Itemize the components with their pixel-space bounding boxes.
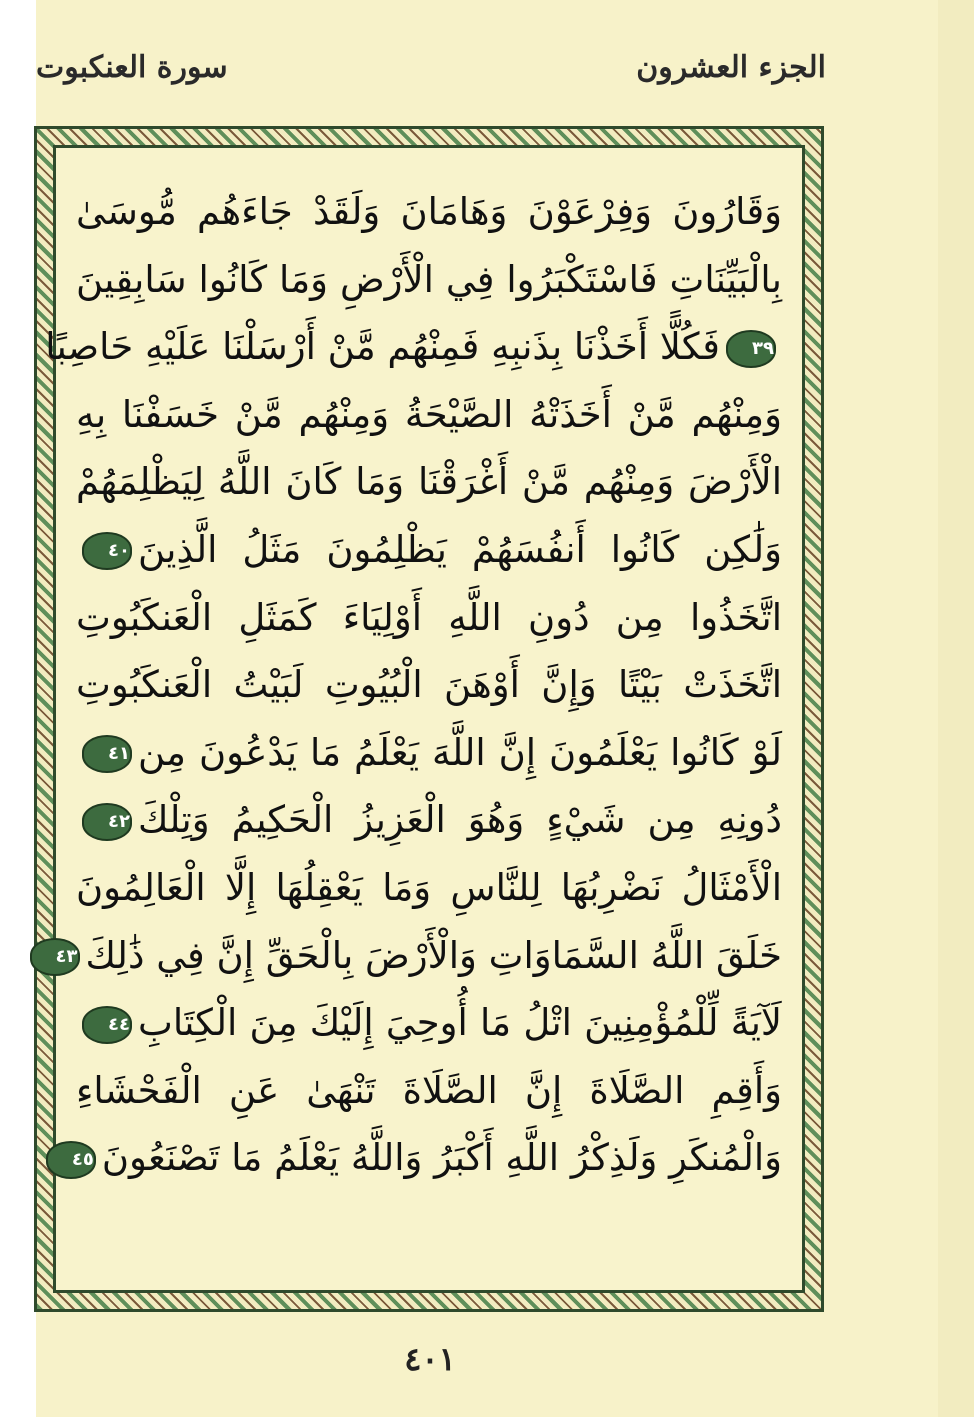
page-header: [36, 50, 826, 110]
line-text: اتَّخَذُوا مِن دُونِ اللَّهِ أَوْلِيَاءَ كَمَثَلِ الْعَنكَبُوتِ: [76, 595, 782, 639]
text-line: [76, 651, 782, 719]
ayah-marker-45: ٤٥: [46, 1141, 96, 1179]
text-line: [76, 516, 782, 584]
page-edge: [938, 0, 974, 1417]
line-text: الْأَمْثَالُ نَضْرِبُهَا لِلنَّاسِ وَمَا يَعْقِلُهَا إِلَّا الْعَالِمُونَ: [76, 865, 782, 909]
ayah-marker-44: ٤٤: [82, 1006, 132, 1044]
line-text: دُونِهِ مِن شَيْءٍ وَهُوَ الْعَزِيزُ الْحَكِيمُ وَتِلْكَ: [138, 798, 782, 842]
line-text: اتَّخَذَتْ بَيْتًا وَإِنَّ أَوْهَنَ الْبُيُوتِ لَبَيْتُ الْعَنكَبُوتِ: [76, 663, 782, 707]
line-text: وَقَارُونَ وَفِرْعَوْنَ وَهَامَانَ وَلَقَدْ جَاءَهُم مُّوسَىٰ: [76, 190, 782, 233]
text-line: [76, 381, 782, 449]
line-text: لَوْ كَانُوا يَعْلَمُونَ إِنَّ اللَّهَ يَعْلَمُ مَا يَدْعُونَ مِن: [138, 730, 782, 774]
text-line: [45, 313, 782, 381]
text-line: [76, 854, 782, 922]
ayah-marker-42: ٤٢: [82, 803, 132, 841]
line-text: وَمِنْهُم مَّنْ أَخَذَتْهُ الصَّيْحَةُ وَمِنْهُم مَّنْ خَسَفْنَا بِهِ: [76, 392, 782, 436]
ayah-marker-40: ٤٠: [82, 532, 132, 570]
text-line: [71, 1124, 782, 1192]
surah-title: سورة العنكبوت: [36, 50, 228, 85]
text-line: [76, 178, 782, 246]
line-text: وَأَقِمِ الصَّلَاةَ إِنَّ الصَّلَاةَ تَنْهَىٰ عَنِ الْفَحْشَاءِ: [76, 1068, 782, 1112]
ayah-marker-43: ٤٣: [30, 938, 80, 976]
line-text: وَلَٰكِن كَانُوا أَنفُسَهُمْ يَظْلِمُونَ مَثَلُ الَّذِينَ: [138, 527, 782, 571]
quran-text: [45, 178, 782, 1270]
text-line: [76, 989, 782, 1057]
juz-title: الجزء العشرون: [636, 50, 826, 85]
line-text: لَآيَةً لِّلْمُؤْمِنِينَ اتْلُ مَا أُوحِيَ إِلَيْكَ مِنَ الْكِتَابِ: [138, 1001, 782, 1045]
ayah-marker-41: ٤١: [82, 735, 132, 773]
text-line: [76, 1057, 782, 1125]
line-text: فَكُلًّا أَخَذْنَا بِذَنبِهِ فَمِنْهُم مَّنْ أَرْسَلْنَا عَلَيْهِ حَاصِبًا: [45, 325, 720, 369]
line-text: الْأَرْضَ وَمِنْهُم مَّنْ أَغْرَقْنَا وَمَا كَانَ اللَّهُ لِيَظْلِمَهُمْ: [76, 460, 782, 504]
text-line: [76, 719, 782, 787]
text-panel: [45, 145, 805, 1293]
text-line: [55, 922, 782, 990]
line-text: خَلَقَ اللَّهُ السَّمَاوَاتِ وَالْأَرْضَ بِالْحَقِّ إِنَّ فِي ذَٰلِكَ: [85, 933, 782, 977]
text-line: [76, 246, 782, 314]
text-line: [76, 448, 782, 516]
page-number: ٤٠١: [404, 1340, 456, 1378]
ayah-marker-39: ٣٩: [726, 330, 776, 368]
page-spine: [0, 0, 36, 1417]
line-text: وَالْمُنكَرِ وَلَذِكْرُ اللَّهِ أَكْبَرُ وَاللَّهُ يَعْلَمُ مَا تَصْنَعُونَ: [101, 1136, 782, 1180]
text-line: [76, 786, 782, 854]
ornamental-frame: [34, 126, 824, 1312]
line-text: بِالْبَيِّنَاتِ فَاسْتَكْبَرُوا فِي الْأَرْضِ وَمَا كَانُوا سَابِقِينَ: [76, 257, 782, 301]
text-line: [76, 584, 782, 652]
